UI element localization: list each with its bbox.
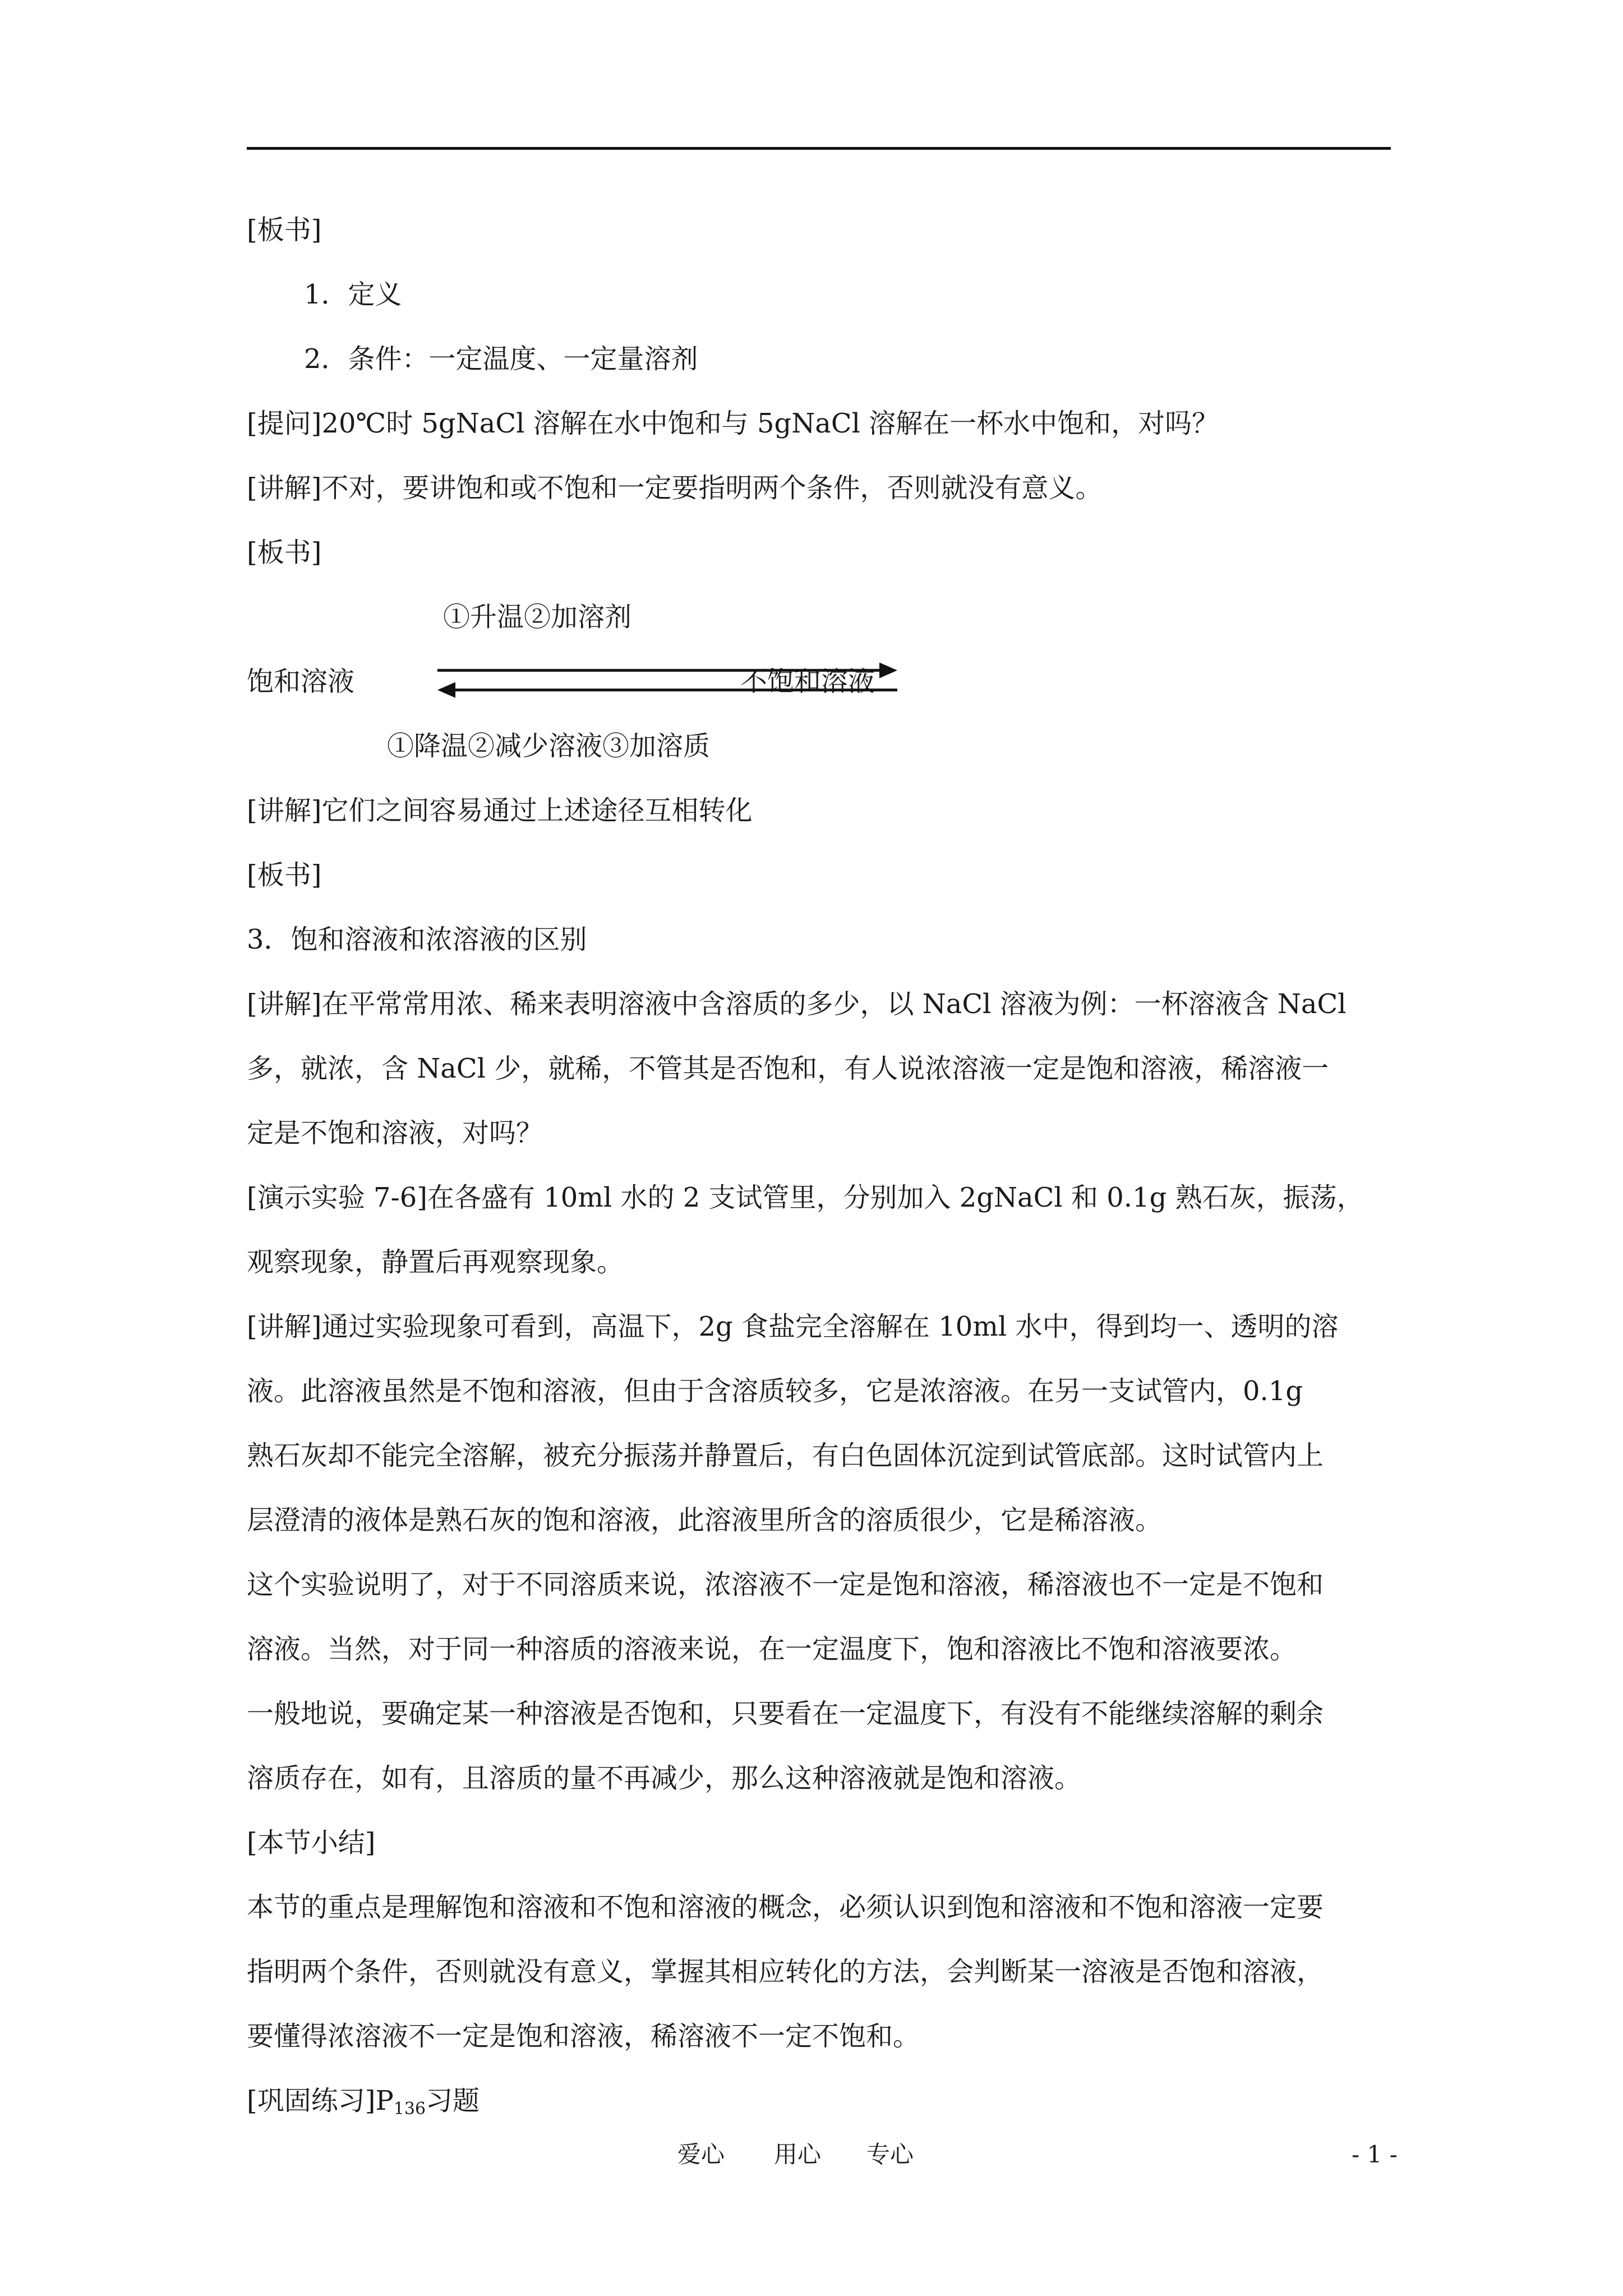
body-line: [板书] xyxy=(247,859,322,891)
body-line: 本节的重点是理解饱和溶液和不饱和溶液的概念，必须认识到饱和溶液和不饱和溶液一定要 xyxy=(247,1892,1324,1923)
body-line: 层澄清的液体是熟石灰的饱和溶液，此溶液里所含的溶质很少，它是稀溶液。 xyxy=(247,1504,1163,1536)
body-line: 指明两个条件，否则就没有意义，掌握其相应转化的方法，会判断某一溶液是否饱和溶液， xyxy=(247,1956,1324,1987)
body-line: 液。此溶液虽然是不饱和溶液，但由于含溶质较多，它是浓溶液。在另一支试管内，0.1g xyxy=(247,1375,1303,1407)
body-line: [讲解]在平常常用浓、稀来表明溶液中含溶质的多少，以 NaCl 溶液为例：一杯溶液含 NaCl xyxy=(247,988,1347,1020)
body-line: [讲解]通过实验现象可看到，高温下，2g 食盐完全溶解在 10ml 水中，得到均一、透明的溶 xyxy=(247,1311,1339,1342)
blackboard-heading-2: [板书] xyxy=(247,537,322,568)
body-line: 溶质存在，如有，且溶质的量不再减少，那么这种溶液就是饱和溶液。 xyxy=(247,1763,1082,1794)
body-line: 多，就浓，含 NaCl 少，就稀，不管其是否饱和，有人说浓溶液一定是饱和溶液，稀溶液一 xyxy=(247,1053,1329,1084)
body-line: [演示实验 7-6]在各盛有 10ml 水的 2 支试管里，分别加入 2gNaCl 和 0.1g 熟石灰，振荡， xyxy=(247,1182,1364,1213)
body-line: 溶液。当然，对于同一种溶质的溶液来说，在一定温度下，饱和溶液比不饱和溶液要浓。 xyxy=(247,1634,1297,1665)
body-line: 观察现象，静置后再观察现象。 xyxy=(247,1246,624,1278)
body-line: 熟石灰却不能完全溶解，被充分振荡并静置后，有白色固体沉淀到试管底部。这时试管内上 xyxy=(247,1440,1324,1471)
summary-heading: [本节小结] xyxy=(247,1827,376,1858)
exercise-page-subscript: 136 xyxy=(393,2099,426,2119)
body-line: 3．饱和溶液和浓溶液的区别 xyxy=(247,924,587,955)
exercise-line xyxy=(247,2084,479,2126)
item-definition: 1．定义 xyxy=(304,279,402,310)
exercise-prefix: [巩固练习]P xyxy=(247,2085,394,2116)
item-conditions: 2．条件：一定温度、一定量溶剂 xyxy=(304,343,698,375)
diagram-bottom-label: ①降温②减少溶液③加溶质 xyxy=(387,730,711,762)
body-line: 一般地说，要确定某一种溶液是否饱和，只要看在一定温度下，有没有不能继续溶解的剩余 xyxy=(247,1698,1324,1729)
footer-motto-1: 爱心 xyxy=(677,2141,725,2168)
blackboard-heading-1: [板书] xyxy=(247,214,322,246)
body-line: 定是不饱和溶液，对吗？ xyxy=(247,1117,543,1149)
diagram-saturated-label: 饱和溶液 xyxy=(247,666,355,697)
question-line: [提问]20℃时 5gNaCl 溶解在水中饱和与 5gNaCl 溶解在一杯水中饱和，对吗？ xyxy=(247,408,1219,439)
diagram-unsaturated-label: 不饱和溶液 xyxy=(740,666,875,697)
page-number: - 1 - xyxy=(1352,2141,1398,2168)
explanation-line-1: [讲解]不对，要讲饱和或不饱和一定要指明两个条件，否则就没有意义。 xyxy=(247,472,1103,504)
conversion-arrows xyxy=(437,659,897,704)
diagram-top-label: ①升温②加溶剂 xyxy=(443,601,632,633)
body-line: [讲解]它们之间容易通过上述途径互相转化 xyxy=(247,795,753,826)
header-rule xyxy=(247,147,1391,150)
body-line: 要懂得浓溶液不一定是饱和溶液，稀溶液不一定不饱和。 xyxy=(247,2021,920,2052)
body-line: 这个实验说明了，对于不同溶质来说，浓溶液不一定是饱和溶液，稀溶液也不一定是不饱和 xyxy=(247,1569,1324,1600)
footer-motto-3: 专心 xyxy=(866,2141,914,2168)
forward-arrowhead xyxy=(879,662,897,678)
backward-arrowhead xyxy=(437,682,455,698)
exercise-suffix: 习题 xyxy=(426,2085,480,2116)
footer-motto-2: 用心 xyxy=(774,2141,822,2168)
